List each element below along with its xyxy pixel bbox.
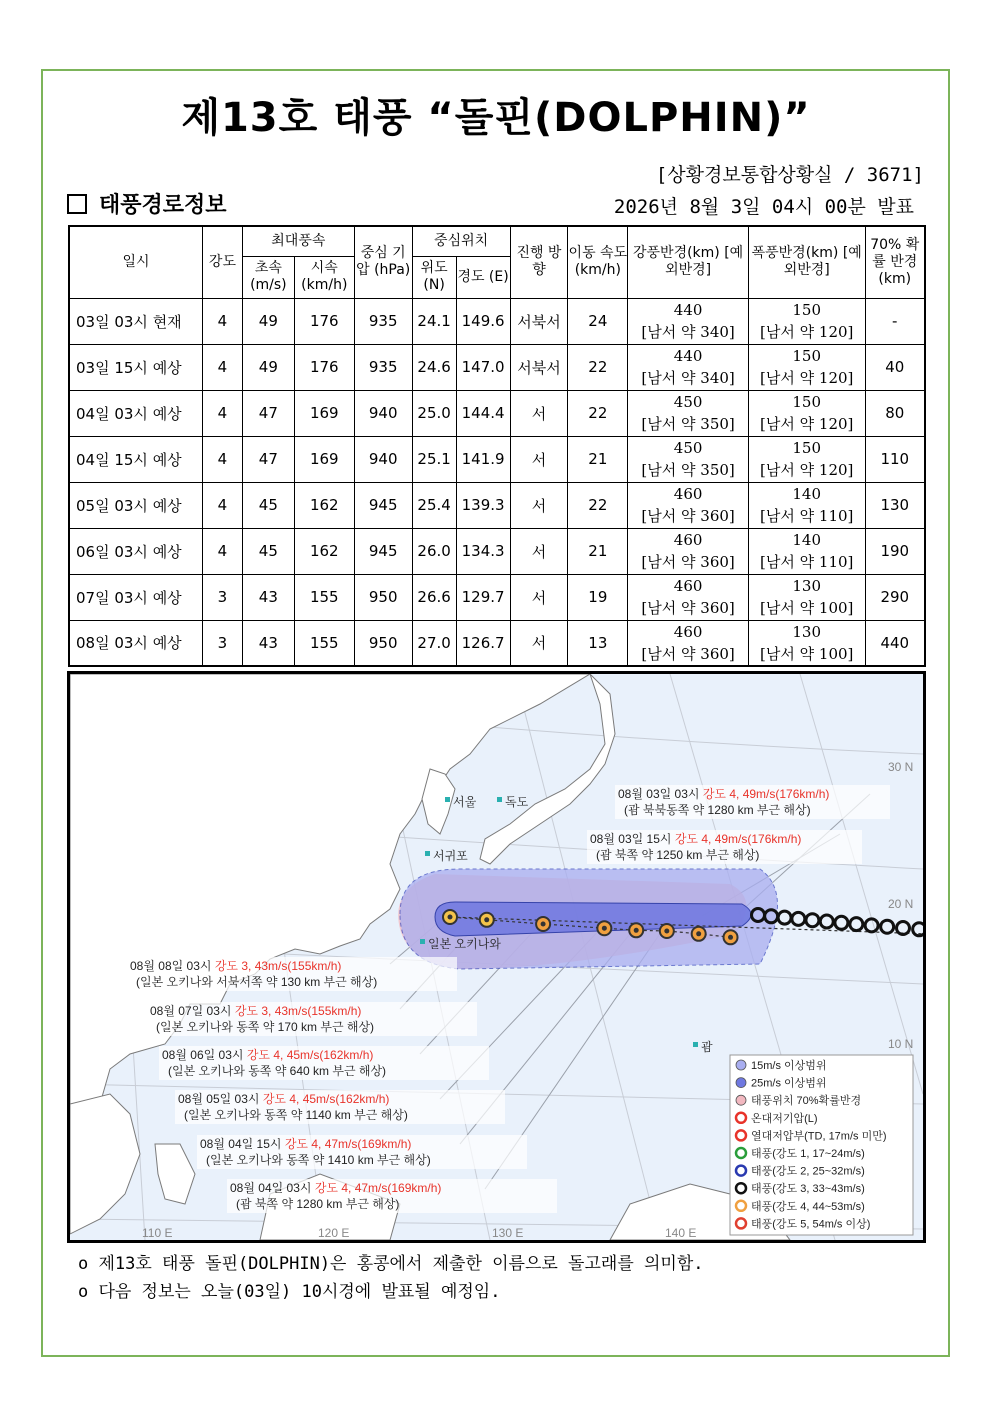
issued-time: 2026년 8월 3일 04시 00분 발표: [613, 196, 914, 218]
typhoon-track-table: [68, 225, 926, 667]
gale-radius-exception: [남서 약 360]: [641, 507, 735, 525]
legend-item: 15m/s 이상범위: [751, 1060, 827, 1072]
annotation-date: 08월 08일 03시: [130, 959, 215, 973]
place-label-seoul: 서울: [453, 795, 477, 809]
annotation-line2: (일본 오키나와 동쪽 약 1410 km 부근 해상): [206, 1153, 431, 1167]
cell-speed: 24: [568, 298, 628, 344]
cell-kmh: 155: [294, 574, 354, 620]
storm-radius-value: 130: [792, 577, 822, 595]
cell-speed: 22: [568, 344, 628, 390]
gale-radius-value: 460: [673, 485, 703, 503]
lon-label: 140 E: [665, 1226, 697, 1240]
table-row: [69, 620, 925, 666]
cell-dir: 서: [510, 574, 568, 620]
place-marker: [497, 797, 502, 802]
section-title: 태풍경로정보: [99, 193, 227, 218]
cell-storm: [748, 528, 865, 574]
annotation-date: 08월 04일 15시: [200, 1137, 285, 1151]
legend-swatch: [736, 1078, 746, 1088]
annotation-line2: (일본 오키나와 동쪽 약 170 km 부근 해상): [156, 1020, 375, 1034]
storm-radius-value: 140: [792, 531, 822, 549]
cell-intensity: 3: [203, 574, 243, 620]
typhoon-track-map: [67, 671, 926, 1243]
legend-item: 태풍(강도 4, 44~53m/s): [751, 1200, 865, 1213]
cell-datetime: 04일 03시 예상: [69, 390, 203, 436]
cell-ms: 43: [242, 574, 294, 620]
cell-ms: 49: [242, 298, 294, 344]
storm-radius-exception: [남서 약 110]: [760, 553, 854, 571]
header-intensity: 강도: [203, 226, 243, 298]
annotation-intensity: 강도 4, 45m/s(162km/h): [246, 1048, 374, 1062]
annotation-line1: [178, 1091, 389, 1106]
cell-lat: 26.0: [412, 528, 456, 574]
note-1: o 제13호 태풍 돌핀(DOLPHIN)은 홍콩에서 제출한 이름으로 돌고래를 의미함.: [78, 1254, 704, 1274]
typhoon-eye: [728, 935, 733, 940]
cell-datetime: 03일 15시 예상: [69, 344, 203, 390]
place-label-guam: 괌: [701, 1040, 713, 1054]
place-marker: [420, 939, 425, 944]
header-gale-radius: 강풍반경(km) [예외반경]: [628, 226, 749, 298]
lon-label: 110 E: [142, 1226, 173, 1240]
annotation-date: 08월 03일 03시: [618, 787, 703, 801]
header-lat: 위도 (N): [412, 256, 456, 298]
cell-hpa: 950: [354, 620, 412, 666]
cell-prob: -: [865, 298, 925, 344]
cell-speed: 19: [568, 574, 628, 620]
cell-lat: 24.6: [412, 344, 456, 390]
legend-item: 열대저압부(TD, 17m/s 미만): [751, 1130, 887, 1143]
annotation-line2: (일본 오키나와 동쪽 약 640 km 부근 해상): [168, 1064, 387, 1078]
cell-lat: 25.1: [412, 436, 456, 482]
annotation-line2: (일본 오키나와 서북서쪽 약 130 km 부근 해상): [136, 975, 378, 989]
annotation-line2: (괌 북쪽 약 1250 km 부근 해상): [596, 848, 760, 862]
typhoon-eye: [664, 929, 669, 934]
cell-lon: 129.7: [456, 574, 510, 620]
cell-intensity: 3: [203, 620, 243, 666]
cell-gale: [628, 482, 749, 528]
table-row: [69, 298, 925, 344]
storm-radius-value: 150: [792, 347, 822, 365]
checkbox-icon: [67, 194, 87, 214]
cell-kmh: 176: [294, 298, 354, 344]
storm-radius-exception: [남서 약 120]: [760, 369, 854, 387]
note-2: o 다음 정보는 오늘(03일) 10시경에 발표될 예정임.: [78, 1282, 501, 1302]
cell-dir: 서: [510, 528, 568, 574]
lat-label: 30 N: [888, 760, 914, 774]
cell-storm: [748, 574, 865, 620]
cell-datetime: 04일 15시 예상: [69, 436, 203, 482]
section-heading: [67, 188, 227, 219]
header-pressure: 중심 기압 (hPa): [354, 226, 412, 298]
cell-gale: [628, 298, 749, 344]
annotation-line1: [162, 1047, 373, 1062]
annotation-date: 08월 04일 03시: [230, 1181, 315, 1195]
gale-radius-value: 450: [673, 439, 703, 457]
legend-item: 태풍(강도 5, 54m/s 이상): [751, 1218, 871, 1231]
cell-kmh: 169: [294, 436, 354, 482]
header-center: 중심위치: [412, 226, 510, 256]
cell-lon: 139.3: [456, 482, 510, 528]
storm-radius-exception: [남서 약 120]: [760, 323, 854, 341]
annotation-intensity: 강도 3, 43m/s(155km/h): [234, 1004, 362, 1018]
cell-hpa: 935: [354, 344, 412, 390]
cell-lon: 126.7: [456, 620, 510, 666]
storm-radius-value: 150: [792, 301, 822, 319]
notes: [78, 1250, 703, 1306]
annotation-date: 08월 03일 15시: [590, 832, 675, 846]
annotation-intensity: 강도 3, 43m/s(155km/h): [214, 959, 342, 973]
cell-kmh: 155: [294, 620, 354, 666]
header-storm-radius: 폭풍반경(km) [예외반경]: [748, 226, 865, 298]
map-legend: [730, 1055, 913, 1235]
gale-radius-value: 450: [673, 393, 703, 411]
cell-datetime: 07일 03시 예상: [69, 574, 203, 620]
cell-storm: [748, 298, 865, 344]
annotation-line1: [590, 831, 801, 846]
gale-radius-exception: [남서 약 350]: [641, 415, 735, 433]
cell-prob: 440: [865, 620, 925, 666]
table-row: [69, 482, 925, 528]
annotation-intensity: 강도 4, 49m/s(176km/h): [702, 787, 830, 801]
cell-kmh: 162: [294, 482, 354, 528]
cell-prob: 40: [865, 344, 925, 390]
cell-intensity: 4: [203, 482, 243, 528]
department-label: [상황경보통합상황실 / 3671]: [655, 164, 924, 186]
place-marker: [425, 851, 430, 856]
storm-radius-exception: [남서 약 110]: [760, 507, 854, 525]
gale-radius-exception: [남서 약 360]: [641, 644, 735, 663]
cell-ms: 43: [242, 620, 294, 666]
cell-storm: [748, 344, 865, 390]
cell-ms: 45: [242, 482, 294, 528]
cell-gale: [628, 620, 749, 666]
header-max-wind: 최대풍속: [242, 226, 354, 256]
lat-label: 20 N: [888, 897, 914, 911]
typhoon-eye: [602, 926, 607, 931]
cell-lat: 25.0: [412, 390, 456, 436]
cell-hpa: 940: [354, 390, 412, 436]
cell-kmh: 162: [294, 528, 354, 574]
table-row: [69, 390, 925, 436]
legend-item: 태풍(강도 1, 17~24m/s): [751, 1148, 865, 1160]
cell-prob: 130: [865, 482, 925, 528]
header-lon: 경도 (E): [456, 256, 510, 298]
cell-storm: [748, 482, 865, 528]
cell-lat: 26.6: [412, 574, 456, 620]
header-speed: 이동 속도 (km/h): [568, 226, 628, 298]
storm-radius-value: 150: [792, 393, 822, 411]
cell-hpa: 935: [354, 298, 412, 344]
header-kmh: 시속 (km/h): [294, 256, 354, 298]
cell-ms: 49: [242, 344, 294, 390]
annotation-line2: (괌 북북동쪽 약 1280 km 부근 해상): [624, 803, 811, 817]
annotation-line1: [150, 1003, 361, 1018]
legend-item: 온대저기압(L): [751, 1112, 818, 1125]
lon-label: 120 E: [318, 1226, 350, 1240]
cell-dir: 서북서: [510, 298, 568, 344]
gale-radius-exception: [남서 약 360]: [641, 553, 735, 571]
cell-hpa: 950: [354, 574, 412, 620]
gale-radius-exception: [남서 약 360]: [641, 599, 735, 617]
cell-intensity: 4: [203, 298, 243, 344]
cell-datetime: 08일 03시 예상: [69, 620, 203, 666]
cell-gale: [628, 390, 749, 436]
cell-lat: 27.0: [412, 620, 456, 666]
annotation-intensity: 강도 4, 47m/s(169km/h): [314, 1181, 442, 1195]
lon-label: 130 E: [492, 1226, 524, 1240]
cell-dir: 서: [510, 390, 568, 436]
cell-prob: 290: [865, 574, 925, 620]
lat-label: 10 N: [888, 1037, 914, 1051]
header-datetime: 일시: [69, 226, 203, 298]
legend-item: 태풍(강도 2, 25~32m/s): [751, 1165, 865, 1178]
legend-swatch: [736, 1095, 746, 1105]
gale-radius-exception: [남서 약 350]: [641, 461, 735, 479]
cell-storm: [748, 436, 865, 482]
cell-speed: 22: [568, 482, 628, 528]
cell-lon: 147.0: [456, 344, 510, 390]
cell-lon: 134.3: [456, 528, 510, 574]
legend-item: 25m/s 이상범위: [751, 1077, 827, 1090]
cell-dir: 서: [510, 482, 568, 528]
typhoon-eye: [484, 917, 489, 922]
cell-intensity: 4: [203, 528, 243, 574]
table-row: [69, 528, 925, 574]
gale-radius-value: 460: [673, 577, 703, 595]
cell-speed: 22: [568, 390, 628, 436]
storm-radius-exception: [남서 약 100]: [760, 599, 854, 617]
storm-radius-exception: [남서 약 100]: [760, 644, 854, 663]
cell-speed: 13: [568, 620, 628, 666]
gale-radius-value: 460: [673, 622, 703, 641]
cell-prob: 110: [865, 436, 925, 482]
annotation-date: 08월 06일 03시: [162, 1048, 247, 1062]
cell-kmh: 176: [294, 344, 354, 390]
place-label-dokdo: 독도: [505, 795, 529, 809]
legend-item: 태풍(강도 3, 33~43m/s): [751, 1183, 865, 1196]
annotation-line2: (괌 북쪽 약 1280 km 부근 해상): [236, 1197, 400, 1211]
cell-prob: 190: [865, 528, 925, 574]
header-direction: 진행 방향: [510, 226, 568, 298]
cell-ms: 45: [242, 528, 294, 574]
typhoon-eye: [541, 922, 546, 927]
cell-gale: [628, 574, 749, 620]
cell-lon: 141.9: [456, 436, 510, 482]
typhoon-eye: [634, 928, 639, 933]
annotation-intensity: 강도 4, 49m/s(176km/h): [674, 832, 802, 846]
storm-radius-exception: [남서 약 120]: [760, 461, 854, 479]
cell-speed: 21: [568, 528, 628, 574]
annotation-line1: [618, 786, 829, 801]
annotation-date: 08월 07일 03시: [150, 1004, 235, 1018]
cell-datetime: 05일 03시 예상: [69, 482, 203, 528]
legend-swatch: [736, 1060, 746, 1070]
cell-hpa: 945: [354, 482, 412, 528]
storm-radius-exception: [남서 약 120]: [760, 415, 854, 433]
storm-radius-value: 140: [792, 485, 822, 503]
cell-intensity: 4: [203, 344, 243, 390]
cell-dir: 서: [510, 436, 568, 482]
table-row: [69, 344, 925, 390]
cell-intensity: 4: [203, 390, 243, 436]
cell-lat: 25.4: [412, 482, 456, 528]
place-marker: [445, 797, 450, 802]
cell-hpa: 945: [354, 528, 412, 574]
table-row: [69, 574, 925, 620]
cell-storm: [748, 620, 865, 666]
cell-dir: 서북서: [510, 344, 568, 390]
cell-storm: [748, 390, 865, 436]
gale-radius-exception: [남서 약 340]: [641, 323, 735, 341]
storm-radius-value: 130: [792, 622, 822, 641]
place-label-seogwipo: 서귀포: [433, 849, 468, 863]
annotation-line1: [200, 1136, 411, 1151]
page-title: 제13호 태풍 “돌핀(DOLPHIN)”: [181, 95, 811, 141]
annotation-line2: (일본 오키나와 동쪽 약 1140 km 부근 해상): [184, 1108, 408, 1122]
cell-lat: 24.1: [412, 298, 456, 344]
annotation-date: 08월 05일 03시: [178, 1092, 263, 1106]
gale-radius-value: 460: [673, 531, 703, 549]
typhoon-eye: [448, 915, 453, 920]
header-probability: 70% 확률 반경 (km): [865, 226, 925, 298]
cell-datetime: 06일 03시 예상: [69, 528, 203, 574]
gale-radius-exception: [남서 약 340]: [641, 369, 735, 387]
cell-gale: [628, 344, 749, 390]
annotation-intensity: 강도 4, 45m/s(162km/h): [262, 1092, 390, 1106]
place-marker: [693, 1042, 698, 1047]
cell-gale: [628, 436, 749, 482]
annotation-line1: [230, 1180, 441, 1195]
cell-kmh: 169: [294, 390, 354, 436]
annotation-line1: [130, 958, 341, 973]
cell-ms: 47: [242, 390, 294, 436]
cell-datetime: 03일 03시 현재: [69, 298, 203, 344]
cell-ms: 47: [242, 436, 294, 482]
cell-lon: 144.4: [456, 390, 510, 436]
gale-radius-value: 440: [673, 301, 703, 319]
cell-speed: 21: [568, 436, 628, 482]
table-row: [69, 436, 925, 482]
legend-item: 태풍위치 70%확률반경: [751, 1095, 862, 1108]
cell-gale: [628, 528, 749, 574]
gale-radius-value: 440: [673, 347, 703, 365]
cell-hpa: 940: [354, 436, 412, 482]
cell-prob: 80: [865, 390, 925, 436]
storm-radius-value: 150: [792, 439, 822, 457]
typhoon-eye: [696, 931, 701, 936]
cell-intensity: 4: [203, 436, 243, 482]
cell-dir: 서: [510, 620, 568, 666]
annotation-intensity: 강도 4, 47m/s(169km/h): [284, 1137, 412, 1151]
header-ms: 초속 (m/s): [242, 256, 294, 298]
place-label-okinawa: 일본 오키나와: [428, 937, 501, 951]
cell-lon: 149.6: [456, 298, 510, 344]
